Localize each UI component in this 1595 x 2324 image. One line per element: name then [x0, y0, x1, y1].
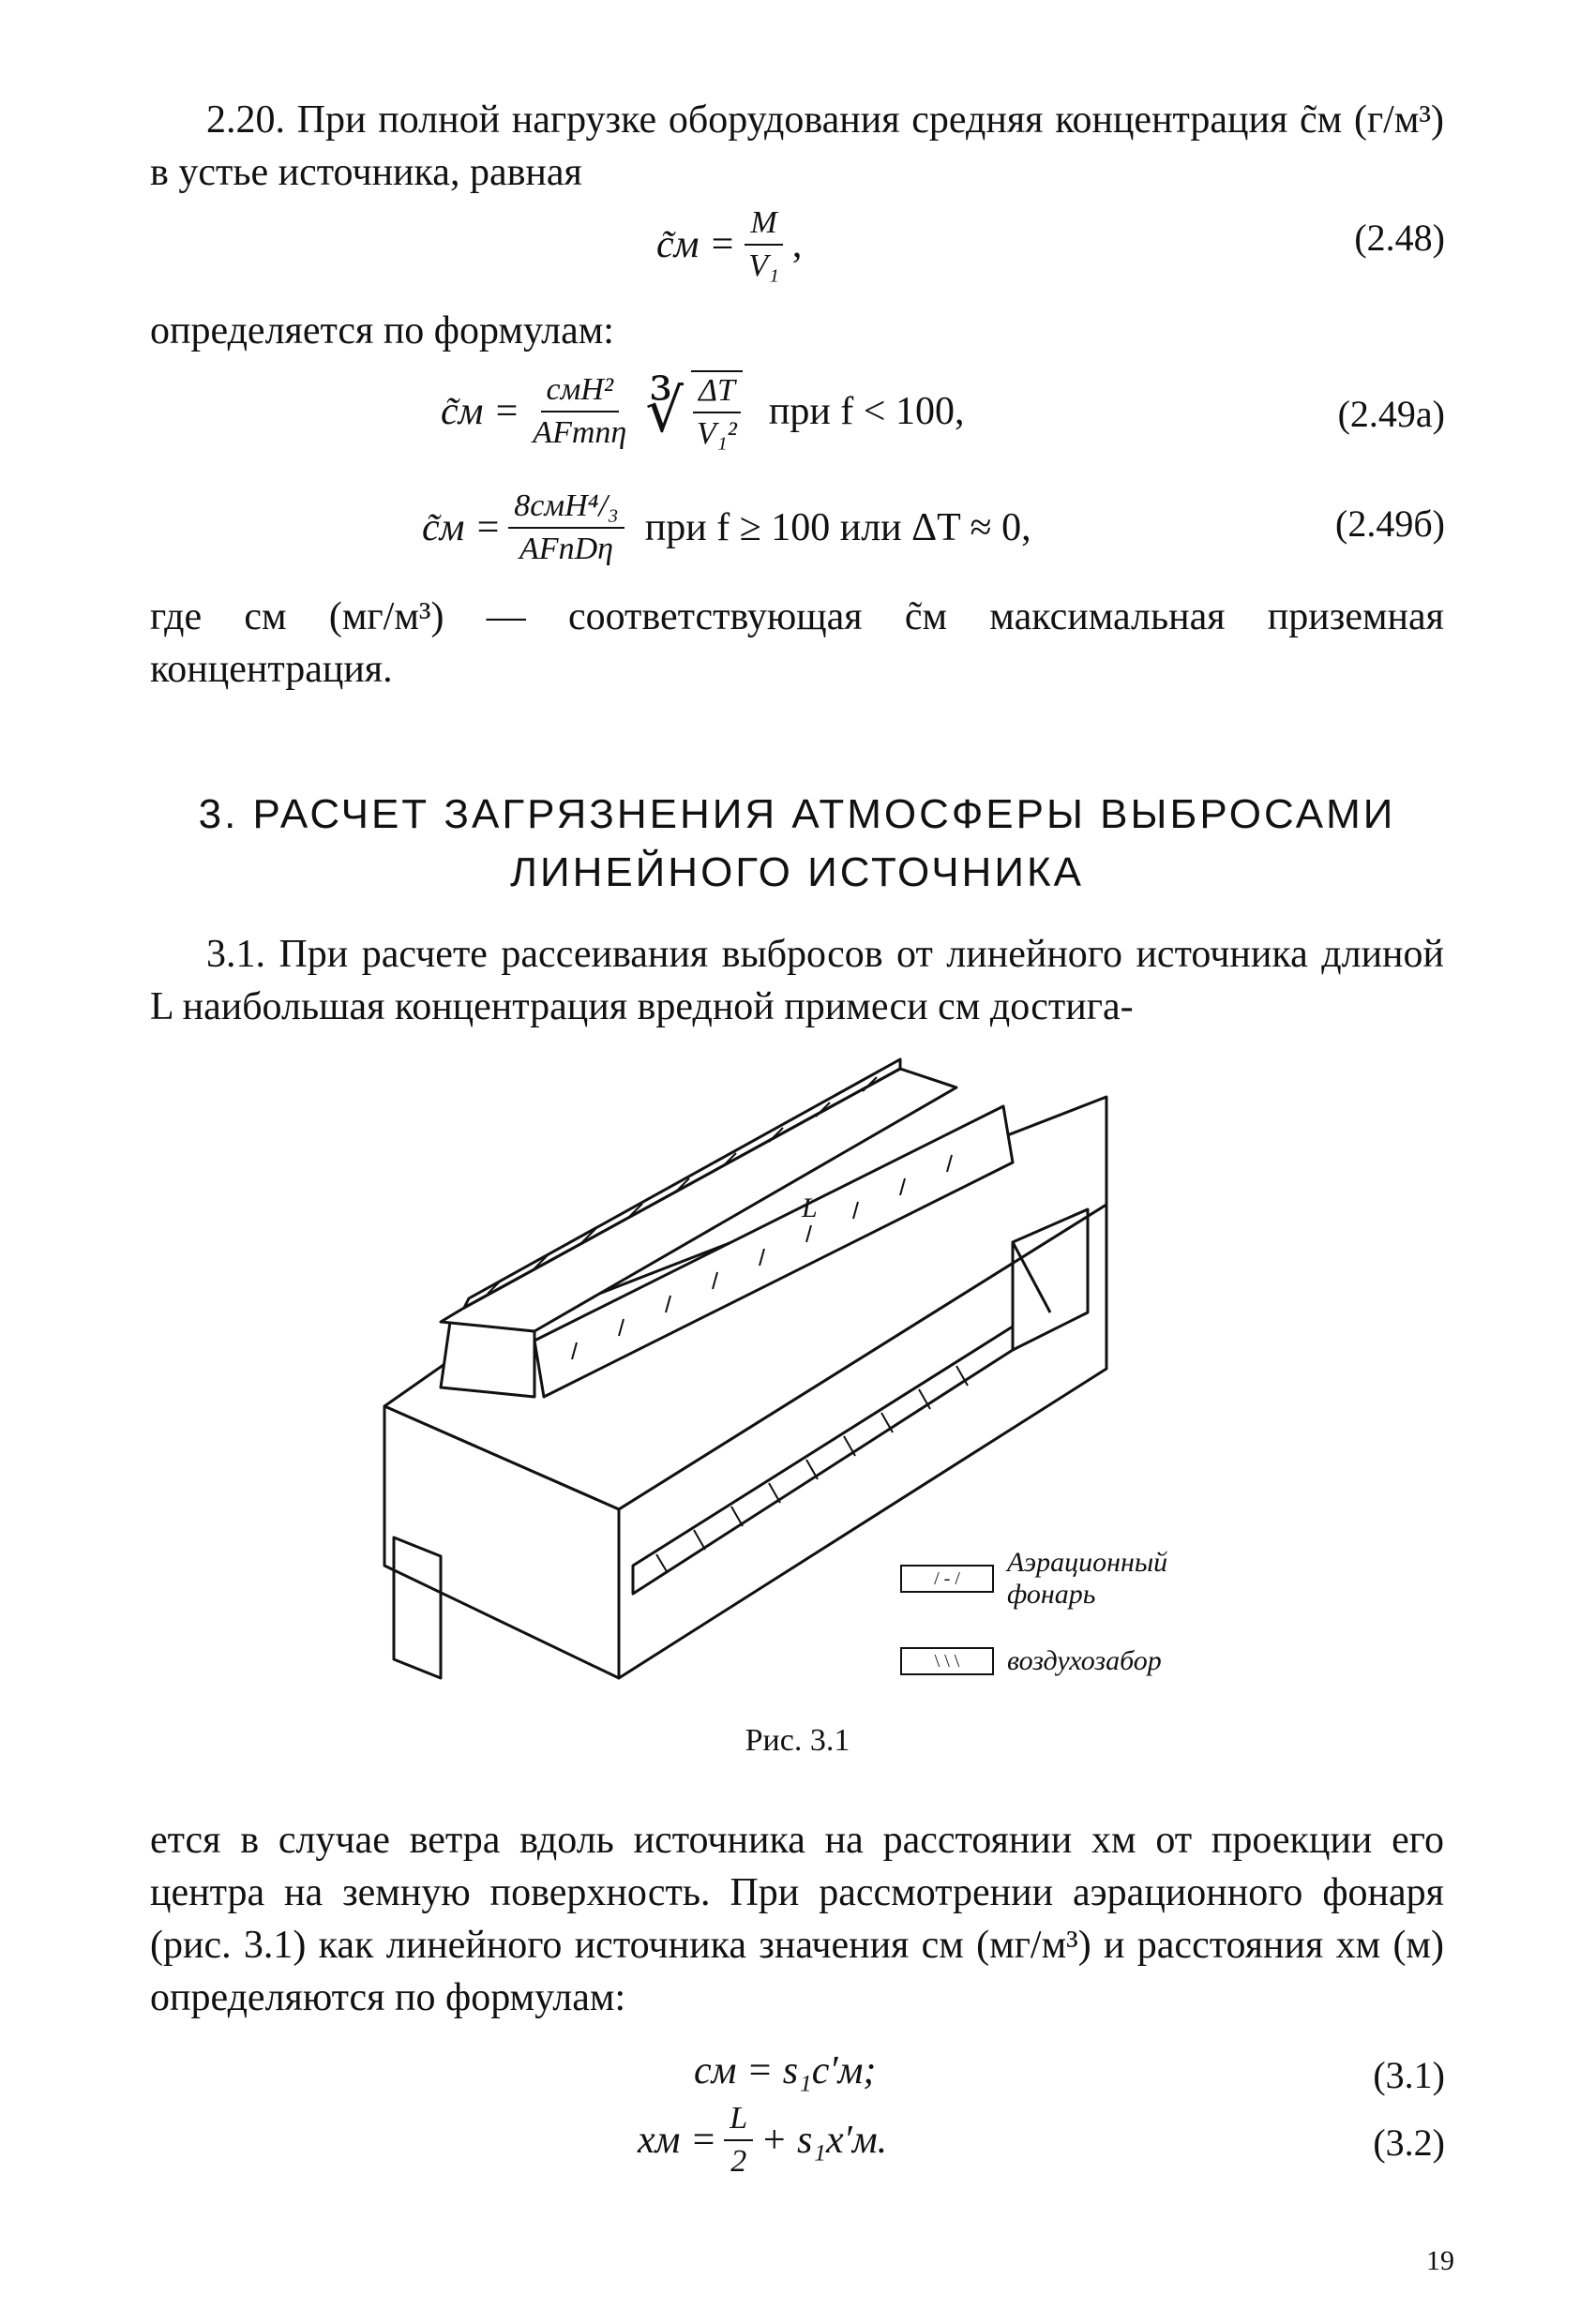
legend-aeration-swatch: / - / — [900, 1565, 994, 1593]
legend-air-intake: \ \ \ воздухозабор — [900, 1645, 1162, 1677]
figure-label-L: L — [802, 1192, 818, 1223]
roof-block-front — [441, 1322, 534, 1397]
legend-air-intake-swatch: \ \ \ — [900, 1647, 994, 1675]
paragraph-3-1: 3.1. При расчете рассеивания выбросов от линейного источника длиной L наибольшая концентрация вредной примеси cм достига- — [150, 933, 1444, 1028]
paragraph-formulas-intro: определяется по формулам: — [150, 309, 614, 352]
paragraph-2-20: 2.20. При полной нагрузке оборудования средняя концентрация c̃м (г/м³) в устье источника, равная — [150, 98, 1444, 194]
equation-3-1: cм = s₁c′м; — [694, 2049, 877, 2092]
paragraph-where: где cм (мг/м³) — соответствующая c̃м максимальная приземная концентрация. — [150, 595, 1444, 691]
equation-number-2-49b: (2.49б) — [1335, 502, 1445, 545]
equation-number-2-49a: (2.49a) — [1337, 393, 1445, 435]
legend-aeration-lantern: / - / Аэрационный фонарь — [900, 1547, 1223, 1611]
section-heading-line-1: 3. РАСЧЕТ ЗАГРЯЗНЕНИЯ АТМОСФЕРЫ ВЫБРОСАМИ — [198, 791, 1396, 837]
equation-2-49b: c̃м = $\frac{\text{8cмH⁴/₃}}{\text{AFnDη}}$ при f ≥ 100 или ΔT ≈ 0, — [422, 488, 1031, 566]
equation-2-48: c̃м = $\frac{M}{\text{V₁}}$ , — [656, 205, 803, 283]
section-heading-line-2: ЛИНЕЙНОГО ИСТОЧНИКА — [510, 849, 1084, 895]
paragraph-continuation: ется в случае ветра вдоль источника на расстоянии xм от проекции его центра на земную поверхность. При рассмотрении аэрационного фонаря (рис. 3.1) как линейного источника значения cм (мг/м³) и расстояния xм (м) определяются по формулам: — [150, 1819, 1444, 2019]
figure-caption: Рис. 3.1 — [745, 1723, 850, 1758]
equation-number-3-1: (3.1) — [1373, 2054, 1445, 2096]
equation-number-3-2: (3.2) — [1373, 2122, 1445, 2164]
equation-3-2: xм = $\frac{L}{2}$ + s₁x′м. — [638, 2101, 888, 2179]
equation-2-49a: c̃м = $\frac{\text{cмH²}}{\text{AFmnη}}$ ∛ $\frac{\Delta T}{\text{V₁²}}$ при f < 100, — [441, 372, 965, 451]
page-number: 19 — [1426, 2245, 1454, 2276]
equation-number-2-48: (2.48) — [1354, 217, 1445, 259]
